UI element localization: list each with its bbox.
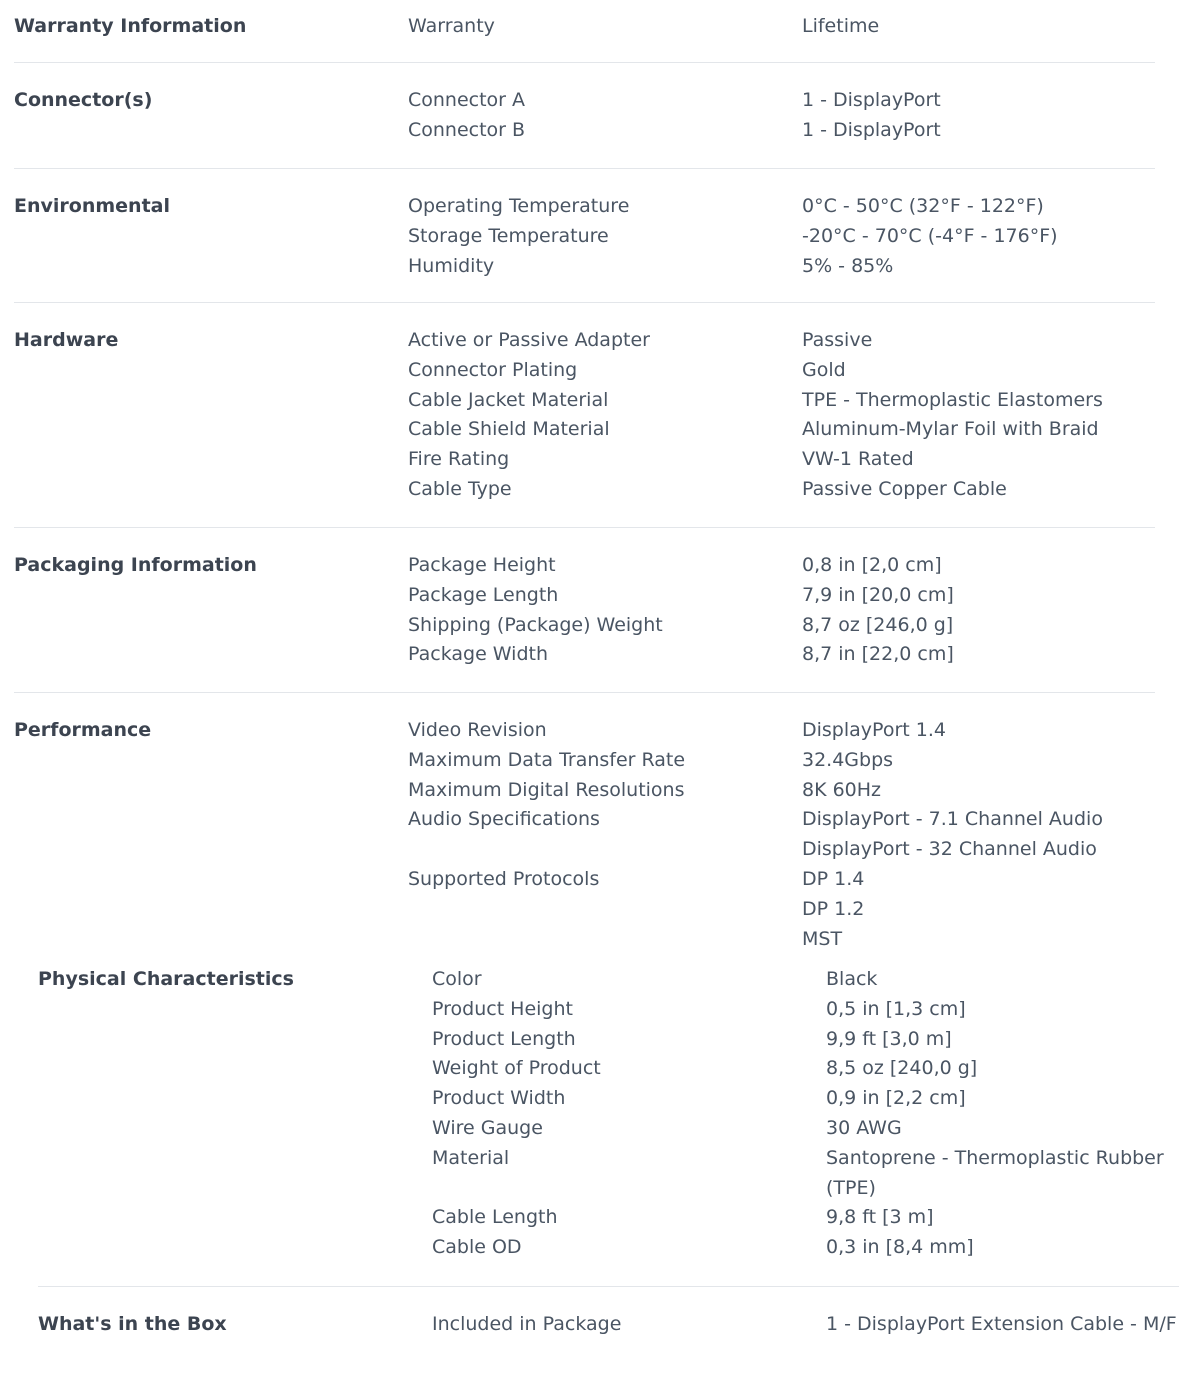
spec-value: Gold (802, 359, 846, 381)
spec-value: 0°C - 50°C (32°F - 122°F) (802, 195, 1044, 217)
spec-value: 0,5 in [1,3 cm] (826, 998, 966, 1020)
spec-value: 0,9 in [2,2 cm] (826, 1087, 966, 1109)
spec-row-package-width (14, 643, 1174, 673)
spec-label: Connector Plating (408, 359, 578, 381)
spec-value: TPE - Thermoplastic Elastomers (802, 389, 1103, 411)
spec-value: Passive (802, 329, 873, 351)
spec-row-supported-protocols (14, 868, 1174, 950)
spec-label: Maximum Data Transfer Rate (408, 749, 686, 771)
spec-value: VW-1 Rated (802, 448, 914, 470)
section-title: Performance (14, 719, 152, 741)
spec-value: 0,3 in [8,4 mm] (826, 1236, 974, 1258)
spec-value: 5% - 85% (802, 255, 894, 277)
spec-row-included-in-package (38, 1313, 1198, 1343)
spec-value: 8,5 oz [240,0 g] (826, 1057, 978, 1079)
spec-value: Passive Copper Cable (802, 478, 1007, 500)
spec-row-package-height (14, 554, 1174, 584)
section-title: Environmental (14, 195, 170, 217)
spec-label: Included in Package (432, 1313, 622, 1335)
spec-row-weight-of-product (38, 1057, 1198, 1087)
spec-value: 30 AWG (826, 1117, 902, 1139)
spec-value: DisplayPort - 32 Channel Audio (802, 838, 1097, 860)
spec-label: Operating Temperature (408, 195, 630, 217)
spec-row-connector-a (14, 89, 1174, 119)
spec-label: Cable Jacket Material (408, 389, 609, 411)
spec-value: 9,8 ft [3 m] (826, 1206, 934, 1228)
spec-value: 1 - DisplayPort (802, 89, 941, 111)
spec-label: Package Width (408, 643, 548, 665)
spec-row-maximum-digital-resolutions (14, 779, 1174, 809)
section-divider (14, 62, 1155, 63)
spec-row-product-length (38, 1028, 1198, 1058)
section-title: Physical Characteristics (38, 968, 294, 990)
spec-row-humidity (14, 255, 1174, 285)
spec-row-active-or-passive-adapter (14, 329, 1174, 359)
section-title: Packaging Information (14, 554, 257, 576)
section-divider (14, 168, 1155, 169)
spec-row-cable-jacket-material (14, 389, 1174, 419)
spec-label: Shipping (Package) Weight (408, 614, 663, 636)
spec-value: DisplayPort - 7.1 Channel Audio (802, 808, 1103, 830)
spec-label: Connector A (408, 89, 526, 111)
section-divider (14, 692, 1155, 693)
spec-label: Product Height (432, 998, 573, 1020)
spec-value: Santoprene - Thermoplastic Rubber (826, 1147, 1164, 1169)
spec-value: 32.4Gbps (802, 749, 894, 771)
spec-row-warranty (14, 15, 1174, 45)
spec-row-product-width (38, 1087, 1198, 1117)
spec-value: Aluminum-Mylar Foil with Braid (802, 418, 1099, 440)
spec-label: Active or Passive Adapter (408, 329, 650, 351)
section-divider (38, 1286, 1179, 1287)
spec-label: Wire Gauge (432, 1117, 543, 1139)
section-title: Connector(s) (14, 89, 153, 111)
spec-value: 8,7 in [22,0 cm] (802, 643, 954, 665)
spec-row-cable-type (14, 478, 1174, 508)
spec-value: -20°C - 70°C (-4°F - 176°F) (802, 225, 1058, 247)
spec-label: Fire Rating (408, 448, 510, 470)
spec-value: 8,7 oz [246,0 g] (802, 614, 954, 636)
spec-label: Maximum Digital Resolutions (408, 779, 685, 801)
spec-value: 1 - DisplayPort (802, 119, 941, 141)
spec-label: Package Length (408, 584, 559, 606)
spec-label: Color (432, 968, 482, 990)
spec-label: Product Length (432, 1028, 576, 1050)
spec-label: Video Revision (408, 719, 547, 741)
spec-label: Product Width (432, 1087, 566, 1109)
spec-label: Material (432, 1147, 510, 1169)
spec-value: Lifetime (802, 15, 880, 37)
spec-value: MST (802, 928, 843, 950)
spec-value: DisplayPort 1.4 (802, 719, 946, 741)
spec-row-cable-shield-material (14, 418, 1174, 448)
spec-row-audio-specifications (14, 808, 1174, 860)
spec-label: Storage Temperature (408, 225, 609, 247)
spec-row-fire-rating (14, 448, 1174, 478)
spec-label: Warranty (408, 15, 495, 37)
section-title: Hardware (14, 329, 119, 351)
spec-value: 9,9 ft [3,0 m] (826, 1028, 952, 1050)
spec-value: DP 1.4 (802, 868, 865, 890)
spec-label: Cable Type (408, 478, 512, 500)
section-title: Warranty Information (14, 15, 247, 37)
spec-row-cable-od (38, 1236, 1198, 1266)
spec-value: 7,9 in [20,0 cm] (802, 584, 954, 606)
spec-row-material (38, 1147, 1198, 1199)
spec-label: Audio Specifications (408, 808, 600, 830)
spec-row-package-length (14, 584, 1174, 614)
section-title: What's in the Box (38, 1313, 227, 1335)
spec-row-color (38, 968, 1198, 998)
spec-row-connector-plating (14, 359, 1174, 389)
spec-value: 8K 60Hz (802, 779, 882, 801)
spec-row-connector-b (14, 119, 1174, 149)
spec-row-video-revision (14, 719, 1174, 749)
spec-value: 0,8 in [2,0 cm] (802, 554, 942, 576)
spec-row-cable-length (38, 1206, 1198, 1236)
spec-label: Supported Protocols (408, 868, 600, 890)
spec-label: Package Height (408, 554, 556, 576)
spec-label: Cable Length (432, 1206, 558, 1228)
section-divider (14, 302, 1155, 303)
spec-row-shipping-package-weight (14, 614, 1174, 644)
spec-row-wire-gauge (38, 1117, 1198, 1147)
spec-label: Connector B (408, 119, 526, 141)
spec-label: Humidity (408, 255, 495, 277)
spec-value: (TPE) (826, 1177, 876, 1199)
spec-value: DP 1.2 (802, 898, 865, 920)
spec-row-storage-temperature (14, 225, 1174, 255)
spec-row-product-height (38, 998, 1198, 1028)
spec-row-maximum-data-transfer-rate (14, 749, 1174, 779)
spec-label: Cable OD (432, 1236, 522, 1258)
spec-row-operating-temperature (14, 195, 1174, 225)
section-divider (14, 527, 1155, 528)
spec-label: Weight of Product (432, 1057, 601, 1079)
spec-value: 1 - DisplayPort Extension Cable - M/F (826, 1313, 1177, 1335)
spec-value: Black (826, 968, 878, 990)
spec-label: Cable Shield Material (408, 418, 610, 440)
